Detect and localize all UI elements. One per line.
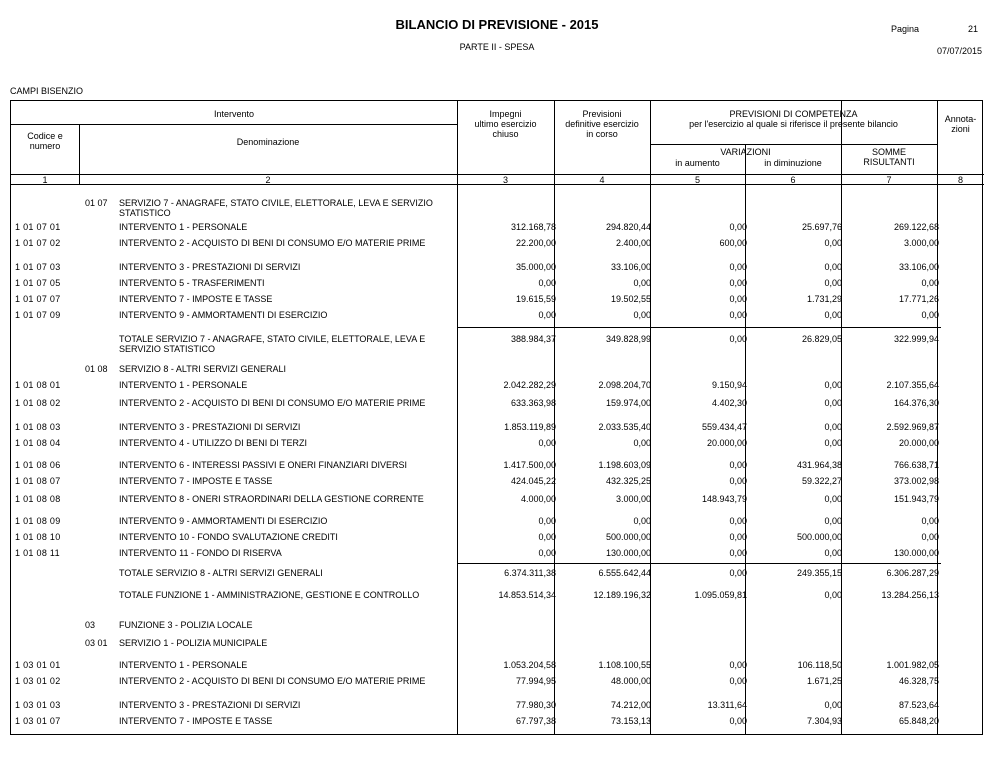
row-previsioni: 2.400,00 xyxy=(615,238,651,248)
row-denominazione: TOTALE SERVIZIO 8 - ALTRI SERVIZI GENERALI xyxy=(119,568,323,578)
row-denominazione: INTERVENTO 2 - ACQUISTO DI BENI DI CONSUMO E/O MATERIE PRIME xyxy=(119,398,426,408)
row-denominazione: SERVIZIO 7 - ANAGRAFE, STATO CIVILE, ELETTORALE, LEVA E SERVIZIO STATISTICO xyxy=(119,198,433,218)
row-section-code: 01 07 xyxy=(85,198,108,208)
row-code: 1 03 01 07 xyxy=(15,716,61,726)
row-code: 1 01 08 01 xyxy=(15,380,61,390)
row-somme: 20.000,00 xyxy=(898,438,939,448)
row-impegni: 0,00 xyxy=(538,310,556,320)
row-somme: 65.848,20 xyxy=(898,716,939,726)
row-previsioni: 1.198.603,09 xyxy=(598,460,651,470)
row-denominazione: INTERVENTO 6 - INTERESSI PASSIVI E ONERI FINANZIARI DIVERSI xyxy=(119,460,408,470)
row-somme: 130.000,00 xyxy=(893,548,939,558)
row-aumento: 13.311,64 xyxy=(707,700,747,710)
row-denominazione: INTERVENTO 1 - PERSONALE xyxy=(119,222,248,232)
row-impegni: 2.042.282,29 xyxy=(503,380,556,390)
row-aumento: 20.000,00 xyxy=(706,438,747,448)
row-impegni: 67.797,38 xyxy=(515,716,556,726)
row-diminuzione: 0,00 xyxy=(824,262,842,272)
row-previsioni: 19.502,55 xyxy=(610,294,651,304)
row-code: 1 03 01 02 xyxy=(15,676,61,686)
divider xyxy=(457,101,458,734)
row-impegni: 0,00 xyxy=(538,516,556,526)
row-diminuzione: 0,00 xyxy=(824,438,842,448)
row-diminuzione: 59.322,27 xyxy=(801,476,842,486)
row-denominazione: INTERVENTO 3 - PRESTAZIONI DI SERVIZI xyxy=(119,700,301,710)
row-previsioni: 0,00 xyxy=(633,278,651,288)
row-somme: 87.523,64 xyxy=(898,700,939,710)
total-line xyxy=(457,327,941,328)
row-impegni: 4.000,00 xyxy=(520,494,556,504)
row-somme: 33.106,00 xyxy=(898,262,939,272)
row-somme: 2.592.969,87 xyxy=(886,422,939,432)
row-code: 1 01 07 05 xyxy=(15,278,61,288)
row-aumento: 0,00 xyxy=(729,262,747,272)
row-denominazione: INTERVENTO 3 - PRESTAZIONI DI SERVIZI xyxy=(119,422,301,432)
row-denominazione: SERVIZIO 1 - POLIZIA MUNICIPALE xyxy=(119,638,268,648)
col-number: 8 xyxy=(957,175,963,185)
row-impegni: 14.853.514,34 xyxy=(498,590,556,600)
row-diminuzione: 500.000,00 xyxy=(796,532,842,542)
row-code: 1 01 08 03 xyxy=(15,422,61,432)
budget-table xyxy=(10,100,983,735)
col-in-aumento: in aumento xyxy=(675,158,720,168)
row-code: 1 01 08 04 xyxy=(15,438,61,448)
row-code: 1 03 01 03 xyxy=(15,700,61,710)
row-aumento: 0,00 xyxy=(729,676,747,686)
row-somme: 17.771,26 xyxy=(898,294,939,304)
col-intervento: Intervento xyxy=(213,109,255,119)
row-aumento: 148.943,79 xyxy=(701,494,747,504)
row-somme: 0,00 xyxy=(921,532,939,542)
report-date: 07/07/2015 xyxy=(936,46,982,56)
row-previsioni: 0,00 xyxy=(633,516,651,526)
row-diminuzione: 0,00 xyxy=(824,422,842,432)
row-aumento: 0,00 xyxy=(729,460,747,470)
divider xyxy=(11,124,457,125)
row-code: 1 01 08 07 xyxy=(15,476,61,486)
row-previsioni: 432.325,25 xyxy=(605,476,651,486)
col-denominazione: Denominazione xyxy=(236,137,300,147)
row-somme: 766.638,71 xyxy=(893,460,939,470)
row-denominazione: TOTALE SERVIZIO 7 - ANAGRAFE, STATO CIVILE, ELETTORALE, LEVA E SERVIZIO STATISTICO xyxy=(119,334,426,354)
row-impegni: 22.200,00 xyxy=(515,238,556,248)
row-code: 1 01 08 02 xyxy=(15,398,61,408)
row-diminuzione: 0,00 xyxy=(824,548,842,558)
row-diminuzione: 0,00 xyxy=(824,310,842,320)
row-previsioni: 0,00 xyxy=(633,438,651,448)
row-aumento: 0,00 xyxy=(729,278,747,288)
row-denominazione: INTERVENTO 7 - IMPOSTE E TASSE xyxy=(119,294,273,304)
row-previsioni: 349.828,99 xyxy=(605,334,651,344)
row-impegni: 19.615,59 xyxy=(515,294,556,304)
row-diminuzione: 26.829,05 xyxy=(801,334,842,344)
row-somme: 151.943,79 xyxy=(893,494,939,504)
row-aumento: 0,00 xyxy=(729,548,747,558)
row-denominazione: INTERVENTO 7 - IMPOSTE E TASSE xyxy=(119,716,273,726)
row-previsioni: 3.000,00 xyxy=(615,494,651,504)
row-code: 1 01 07 07 xyxy=(15,294,61,304)
col-in-diminuzione: in diminuzione xyxy=(764,158,822,168)
page-label: Pagina xyxy=(891,24,920,34)
row-impegni: 0,00 xyxy=(538,532,556,542)
row-previsioni: 0,00 xyxy=(633,310,651,320)
row-previsioni: 6.555.642,44 xyxy=(598,568,651,578)
row-aumento: 0,00 xyxy=(729,334,747,344)
row-aumento: 0,00 xyxy=(729,294,747,304)
row-impegni: 0,00 xyxy=(538,438,556,448)
row-somme: 46.328,75 xyxy=(898,676,939,686)
row-previsioni: 74.212,00 xyxy=(610,700,651,710)
row-diminuzione: 1.671,25 xyxy=(806,676,842,686)
col-impegni: Impegni ultimo esercizio chiuso xyxy=(474,109,537,139)
row-section-code: 03 xyxy=(85,620,96,630)
row-diminuzione: 0,00 xyxy=(824,278,842,288)
row-somme: 322.999,94 xyxy=(893,334,939,344)
row-previsioni: 1.108.100,55 xyxy=(598,660,651,670)
row-previsioni: 33.106,00 xyxy=(610,262,651,272)
col-somme: SOMME RISULTANTI xyxy=(863,147,915,167)
row-impegni: 1.853.119,89 xyxy=(504,422,556,432)
col-number: 5 xyxy=(694,175,700,185)
row-diminuzione: 0,00 xyxy=(824,700,842,710)
row-denominazione: INTERVENTO 2 - ACQUISTO DI BENI DI CONSUMO E/O MATERIE PRIME xyxy=(119,676,426,686)
row-diminuzione: 0,00 xyxy=(824,590,842,600)
row-diminuzione: 0,00 xyxy=(824,238,842,248)
row-impegni: 77.980,30 xyxy=(515,700,556,710)
row-aumento: 9.150,94 xyxy=(711,380,747,390)
row-somme: 2.107.355,64 xyxy=(886,380,939,390)
col-number: 7 xyxy=(886,175,892,185)
divider xyxy=(650,144,937,145)
row-denominazione: INTERVENTO 4 - UTILIZZO DI BENI DI TERZI xyxy=(119,438,308,448)
row-denominazione: INTERVENTO 1 - PERSONALE xyxy=(119,380,248,390)
row-previsioni: 73.153,13 xyxy=(610,716,651,726)
row-denominazione: FUNZIONE 3 - POLIZIA LOCALE xyxy=(119,620,253,630)
row-diminuzione: 7.304,93 xyxy=(806,716,842,726)
divider xyxy=(79,124,80,176)
row-impegni: 424.045,22 xyxy=(510,476,556,486)
row-aumento: 0,00 xyxy=(729,310,747,320)
row-code: 1 01 08 10 xyxy=(15,532,61,542)
row-denominazione: INTERVENTO 5 - TRASFERIMENTI xyxy=(119,278,265,288)
page-number: 21 xyxy=(968,24,979,34)
row-previsioni: 48.000,00 xyxy=(610,676,651,686)
row-code: 1 01 08 09 xyxy=(15,516,61,526)
row-aumento: 4.402,30 xyxy=(711,398,747,408)
row-code: 1 01 07 09 xyxy=(15,310,61,320)
row-somme: 13.284.256,13 xyxy=(881,590,939,600)
report-title: BILANCIO DI PREVISIONE - 2015 xyxy=(395,17,599,32)
row-somme: 0,00 xyxy=(921,278,939,288)
row-code: 1 01 08 11 xyxy=(15,548,60,558)
row-aumento: 0,00 xyxy=(729,716,747,726)
col-variazioni: VARIAZIONI xyxy=(720,147,771,157)
row-diminuzione: 1.731,29 xyxy=(806,294,842,304)
row-previsioni: 294.820,44 xyxy=(605,222,651,232)
col-number: 6 xyxy=(790,175,796,185)
row-previsioni: 159.974,00 xyxy=(605,398,651,408)
row-impegni: 6.374.311,38 xyxy=(504,568,556,578)
row-aumento: 559.434,47 xyxy=(701,422,747,432)
entity-name: CAMPI BISENZIO xyxy=(10,86,84,96)
row-denominazione: INTERVENTO 9 - AMMORTAMENTI DI ESERCIZIO xyxy=(119,310,328,320)
col-number: 1 xyxy=(42,175,48,185)
row-code: 1 01 07 01 xyxy=(15,222,61,232)
report-subtitle: PARTE II - SPESA xyxy=(459,42,535,52)
row-somme: 6.306.287,29 xyxy=(886,568,939,578)
row-somme: 0,00 xyxy=(921,516,939,526)
row-denominazione: INTERVENTO 7 - IMPOSTE E TASSE xyxy=(119,476,273,486)
row-impegni: 0,00 xyxy=(538,548,556,558)
row-code: 1 01 08 08 xyxy=(15,494,61,504)
row-aumento: 0,00 xyxy=(729,532,747,542)
row-section-code: 01 08 xyxy=(85,364,108,374)
row-denominazione: INTERVENTO 9 - AMMORTAMENTI DI ESERCIZIO xyxy=(119,516,328,526)
row-previsioni: 130.000,00 xyxy=(605,548,651,558)
row-aumento: 0,00 xyxy=(729,222,747,232)
col-annotazioni: Annota- zioni xyxy=(944,114,977,134)
row-impegni: 1.053.204,58 xyxy=(503,660,556,670)
row-impegni: 1.417.500,00 xyxy=(503,460,556,470)
row-diminuzione: 0,00 xyxy=(824,516,842,526)
row-denominazione: INTERVENTO 8 - ONERI STRAORDINARI DELLA GESTIONE CORRENTE xyxy=(119,494,424,504)
row-diminuzione: 0,00 xyxy=(824,380,842,390)
divider xyxy=(841,101,842,734)
row-aumento: 1.095.059,81 xyxy=(694,590,747,600)
row-previsioni: 2.033.535,40 xyxy=(598,422,651,432)
row-previsioni: 12.189.196,32 xyxy=(593,590,651,600)
col-number: 4 xyxy=(599,175,605,185)
row-denominazione: TOTALE FUNZIONE 1 - AMMINISTRAZIONE, GESTIONE E CONTROLLO xyxy=(119,590,420,600)
row-aumento: 0,00 xyxy=(729,568,747,578)
divider xyxy=(937,101,938,734)
col-codice: Codice e numero xyxy=(27,131,63,151)
total-line xyxy=(457,563,941,564)
row-impegni: 388.984,37 xyxy=(510,334,556,344)
row-aumento: 600,00 xyxy=(719,238,747,248)
row-diminuzione: 431.964,38 xyxy=(796,460,842,470)
row-denominazione: INTERVENTO 3 - PRESTAZIONI DI SERVIZI xyxy=(119,262,301,272)
row-somme: 1.001.982,05 xyxy=(886,660,939,670)
row-somme: 3.000,00 xyxy=(903,238,939,248)
row-aumento: 0,00 xyxy=(729,476,747,486)
col-number: 2 xyxy=(265,175,271,185)
col-competenza: PREVISIONI DI COMPETENZA per l'esercizio al quale si riferisce il presente bilancio xyxy=(689,109,898,129)
row-denominazione: SERVIZIO 8 - ALTRI SERVIZI GENERALI xyxy=(119,364,287,374)
row-denominazione: INTERVENTO 11 - FONDO DI RISERVA xyxy=(119,548,282,558)
row-impegni: 77.994,95 xyxy=(515,676,556,686)
row-diminuzione: 0,00 xyxy=(824,398,842,408)
row-diminuzione: 0,00 xyxy=(824,494,842,504)
row-impegni: 312.168,78 xyxy=(510,222,556,232)
row-denominazione: INTERVENTO 10 - FONDO SVALUTAZIONE CREDITI xyxy=(119,532,338,542)
divider xyxy=(554,101,555,734)
col-previsioni: Previsioni definitive esercizio in corso xyxy=(565,109,639,139)
row-somme: 0,00 xyxy=(921,310,939,320)
row-denominazione: INTERVENTO 1 - PERSONALE xyxy=(119,660,248,670)
row-denominazione: INTERVENTO 2 - ACQUISTO DI BENI DI CONSUMO E/O MATERIE PRIME xyxy=(119,238,426,248)
row-impegni: 633.363,98 xyxy=(510,398,556,408)
row-impegni: 0,00 xyxy=(538,278,556,288)
row-somme: 373.002,98 xyxy=(893,476,939,486)
row-code: 1 01 08 06 xyxy=(15,460,61,470)
row-previsioni: 500.000,00 xyxy=(605,532,651,542)
col-number: 3 xyxy=(502,175,508,185)
row-section-code: 03 01 xyxy=(85,638,108,648)
divider xyxy=(650,101,651,734)
row-somme: 269.122,68 xyxy=(893,222,939,232)
row-diminuzione: 25.697,76 xyxy=(801,222,842,232)
row-previsioni: 2.098.204,70 xyxy=(598,380,651,390)
row-diminuzione: 106.118,50 xyxy=(797,660,842,670)
row-code: 1 01 07 03 xyxy=(15,262,61,272)
row-impegni: 35.000,00 xyxy=(515,262,556,272)
row-aumento: 0,00 xyxy=(729,660,747,670)
row-aumento: 0,00 xyxy=(729,516,747,526)
row-diminuzione: 249.355,15 xyxy=(796,568,842,578)
row-somme: 164.376,30 xyxy=(893,398,939,408)
row-code: 1 03 01 01 xyxy=(15,660,61,670)
row-code: 1 01 07 02 xyxy=(15,238,61,248)
